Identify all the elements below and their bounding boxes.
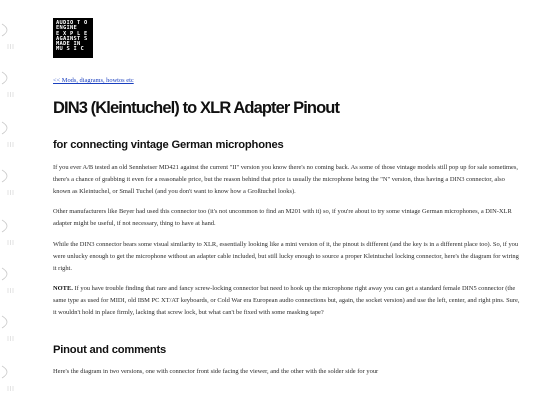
paragraph-intro: If you ever A/B tested an old Sennheiser MD421 against the current "II" version you know there's no coming back. As some of those vintage models still pop up for sale sometimes, there's a chance of grabbing it even for a reasonable price, but the reason behind that price is usually the microphone being the "N" version, thus having a DIN3 connector, also known as Kleintuchel, or Small Tuchel (and you don't want to know how a Großtuchel looks). [53,164,518,195]
paragraph-manufacturers: Other manufacturers like Beyer had used this connector too (it's not uncommon to find an M201 with it) so, if you're about to try some vintage German microphones, a DIN-XLR adapter might be useful, if not necessary, thing to have at hand. [53,208,512,228]
binding-ring [2,122,7,134]
paragraph-diagram-intro: Here's the diagram in two versions, one with connector front side facing the viewer, and the other with the solder side for your [53,367,379,375]
binding-ring [2,170,7,182]
logo-line: ENGINE [56,25,77,32]
binding-ring [2,316,7,328]
logo-line: AUDIO T O [56,20,88,26]
binding-rings [0,0,30,405]
page-subtitle: for connecting vintage German microphones [53,139,284,151]
logo-line: MU S I C [56,46,84,53]
paragraph-connector: While the DIN3 connector bears some visual similarity to XLR, essentially looking like a mini version of it, the pinout is different (and the key is in a different place too). So, if you were unlucky enough to get the microphone without an adapter cable included, but still lucky enough to source a proper Kleintuchel locking connector, here's the diagram for wiring it right. [53,240,519,272]
binding-ring [2,220,7,232]
page-title: DIN3 (Kleintuchel) to XLR Adapter Pinout [53,99,340,117]
note-label: NOTE. [53,285,73,293]
binding-ring [2,72,7,84]
back-link[interactable]: << Mods, diagrams, howtos etc [53,77,134,84]
note-text: If you have trouble finding that rare and fancy screw-locking connector but need to hook up the microphone right away you can get a standard female DIN5 connector (the same type as used for MIDI, old IBM PC XT/AT keyboards, or Cold War era European audio connections but, again, the socket version) and use the left, center, and right pins. Sure, it wouldn't hold in place firmly, lacking that screw lock, but what can't be fixed with some masking tape? [53,285,520,316]
site-logo[interactable] [53,18,93,58]
page-content [53,18,523,378]
section-heading-pinout: Pinout and comments [53,343,167,356]
logo-line: MADE IN [56,41,81,48]
logo-line: AGAINST S [56,35,88,42]
notebook-binding [0,0,30,405]
binding-ring [2,366,7,378]
binding-ring [2,24,7,36]
logo-line: E X P L E [56,30,88,37]
paragraph-note [53,283,523,318]
binding-ring [2,268,7,280]
